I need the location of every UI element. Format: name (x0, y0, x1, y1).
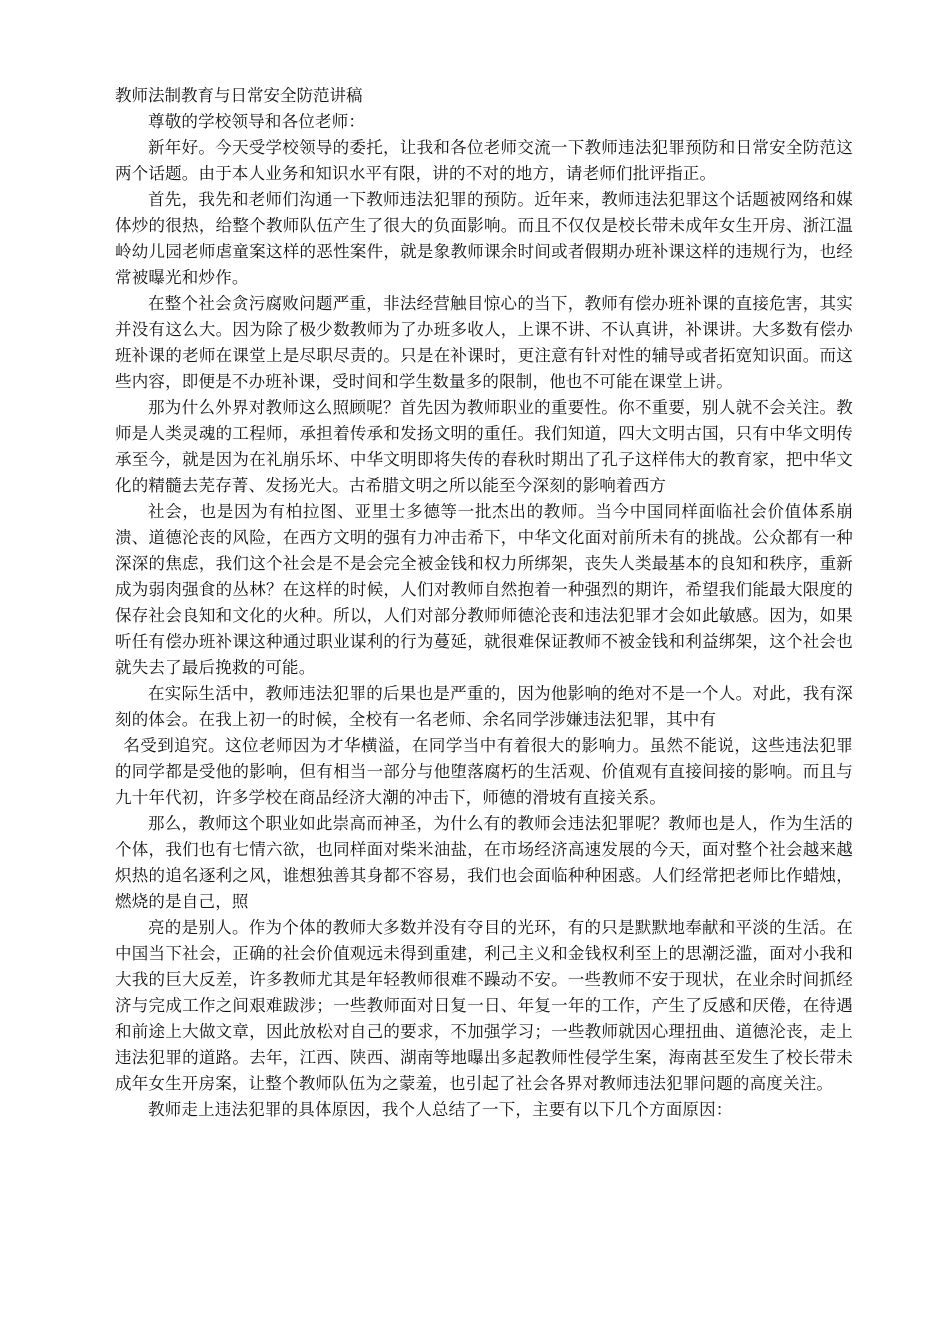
paragraph-1: 新年好。今天受学校领导的委托，让我和各位老师交流一下教师违法犯罪预防和日常安全防范这两个话题。由于本人业务和知识水平有限，讲的不对的地方，请老师们批评指正。 (115, 138, 853, 183)
paragraph-5: 社会，也是因为有柏拉图、亚里士多德等一批杰出的教师。当今中国同样面临社会价值体系崩溃、道德沦丧的风险，在西方文明的强有力冲击希下，中华文化面对前所未有的挑战。公众都有一种深深的焦虑，我们这个社会是不是会完全被金钱和权力所绑架，丧失人类最基本的良知和秩序，重新成为弱肉强食的丛林？在这样的时候，人们对教师自然抱着一种强烈的期许，希望我们能最大限度的保存社会良知和文化的火种。所以，人们对部分教师师德沦丧和违法犯罪才会如此敏感。因为，如果听任有偿办班补课这种通过职业谋利的行为蔓延，就很难保证教师不被金钱和利益绑架，这个社会也就失去了最后挽救的可能。 (115, 502, 853, 677)
paragraph-9: 亮的是别人。作为个体的教师大多数并没有夺目的光环，有的只是默默地奉献和平淡的生活。在中国当下社会，正确的社会价值观远未得到重建，利己主义和金钱权利至上的思潮泛滥，面对小我和大我的巨大反差，许多教师尤其是年轻教师很难不躁动不安。一些教师不安于现状，在业余时间抓经济与完成工作之间艰难跋涉；一些教师面对日复一日、年复一年的工作，产生了反感和厌倦，在待遇和前途上大做文章，因此放松对自己的要求，不加强学习；一些教师就因心理扭曲、道德沦丧，走上违法犯罪的道路。去年，江西、陕西、湖南等地曝出多起教师性侵学生案，海南甚至发生了校长带未成年女生开房案，让整个教师队伍为之蒙羞，也引起了社会各界对教师违法犯罪问题的高度关注。 (115, 918, 853, 1093)
paragraph-4: 那为什么外界对教师这么照顾呢？首先因为教师职业的重要性。你不重要，别人就不会关注。教师是人类灵魂的工程师，承担着传承和发扬文明的重任。我们知道，四大文明古国，只有中华文明传承至今，就是因为在礼崩乐坏、中华文明即将失传的春秋时期出了孔子这样伟大的教育家，把中华文化的精髓去芜存菁、发扬光大。古希腊文明之所以能至今深刻的影响着西方 (115, 398, 853, 495)
paragraph-6: 在实际生活中，教师违法犯罪的后果也是严重的，因为他影响的绝对不是一个人。对此，我有深刻的体会。在我上初一的时候，全校有一名老师、余名同学涉嫌违法犯罪，其中有 (115, 684, 853, 729)
paragraph-3: 在整个社会贪污腐败问题严重，非法经营触目惊心的当下，教师有偿办班补课的直接危害，其实并没有这么大。因为除了极少数教师为了办班多收人，上课不讲、不认真讲，补课讲。大多数有偿办班补课的老师在课堂上是尽职尽责的。只是在补课时，更注意有针对性的辅导或者拓宽知识面。而这些内容，即便是不办班补课，受时间和学生数量多的限制，他也不可能在课堂上讲。 (115, 294, 853, 391)
document-title: 教师法制教育与日常安全防范讲稿 (115, 86, 363, 105)
document-page (115, 83, 853, 1123)
salutation: 尊敬的学校领导和各位老师： (148, 112, 366, 131)
paragraph-8: 那么，教师这个职业如此崇高而神圣，为什么有的教师会违法犯罪呢？教师也是人，作为生活的个体，我们也有七情六欲，也同样面对柴米油盐，在市场经济高速发展的今天，面对整个社会越来越炽热的追名逐利之风，谁想独善其身都不容易，我们也会面临种种困惑。人们经常把老师比作蜡烛，燃烧的是自己，照 (115, 814, 853, 911)
paragraph-2: 首先，我先和老师们沟通一下教师违法犯罪的预防。近年来，教师违法犯罪这个话题被网络和媒体炒的很热，给整个教师队伍产生了很大的负面影响。而且不仅仅是校长带未成年女生开房、浙江温岭幼儿园老师虐童案这样的恶性案件，就是象教师课余时间或者假期办班补课这样的违规行为，也经常被曝光和炒作。 (115, 190, 853, 287)
paragraph-7: 名受到追究。这位老师因为才华横溢，在同学当中有着很大的影响力。虽然不能说，这些违法犯罪的同学都是受他的影响，但有相当一部分与他堕落腐朽的生活观、价值观有直接间接的影响。而且与九十年代初，许多学校在商品经济大潮的冲击下，师德的滑坡有直接关系。 (115, 736, 853, 807)
paragraph-10: 教师走上违法犯罪的具体原因，我个人总结了一下，主要有以下几个方面原因： (148, 1100, 733, 1119)
